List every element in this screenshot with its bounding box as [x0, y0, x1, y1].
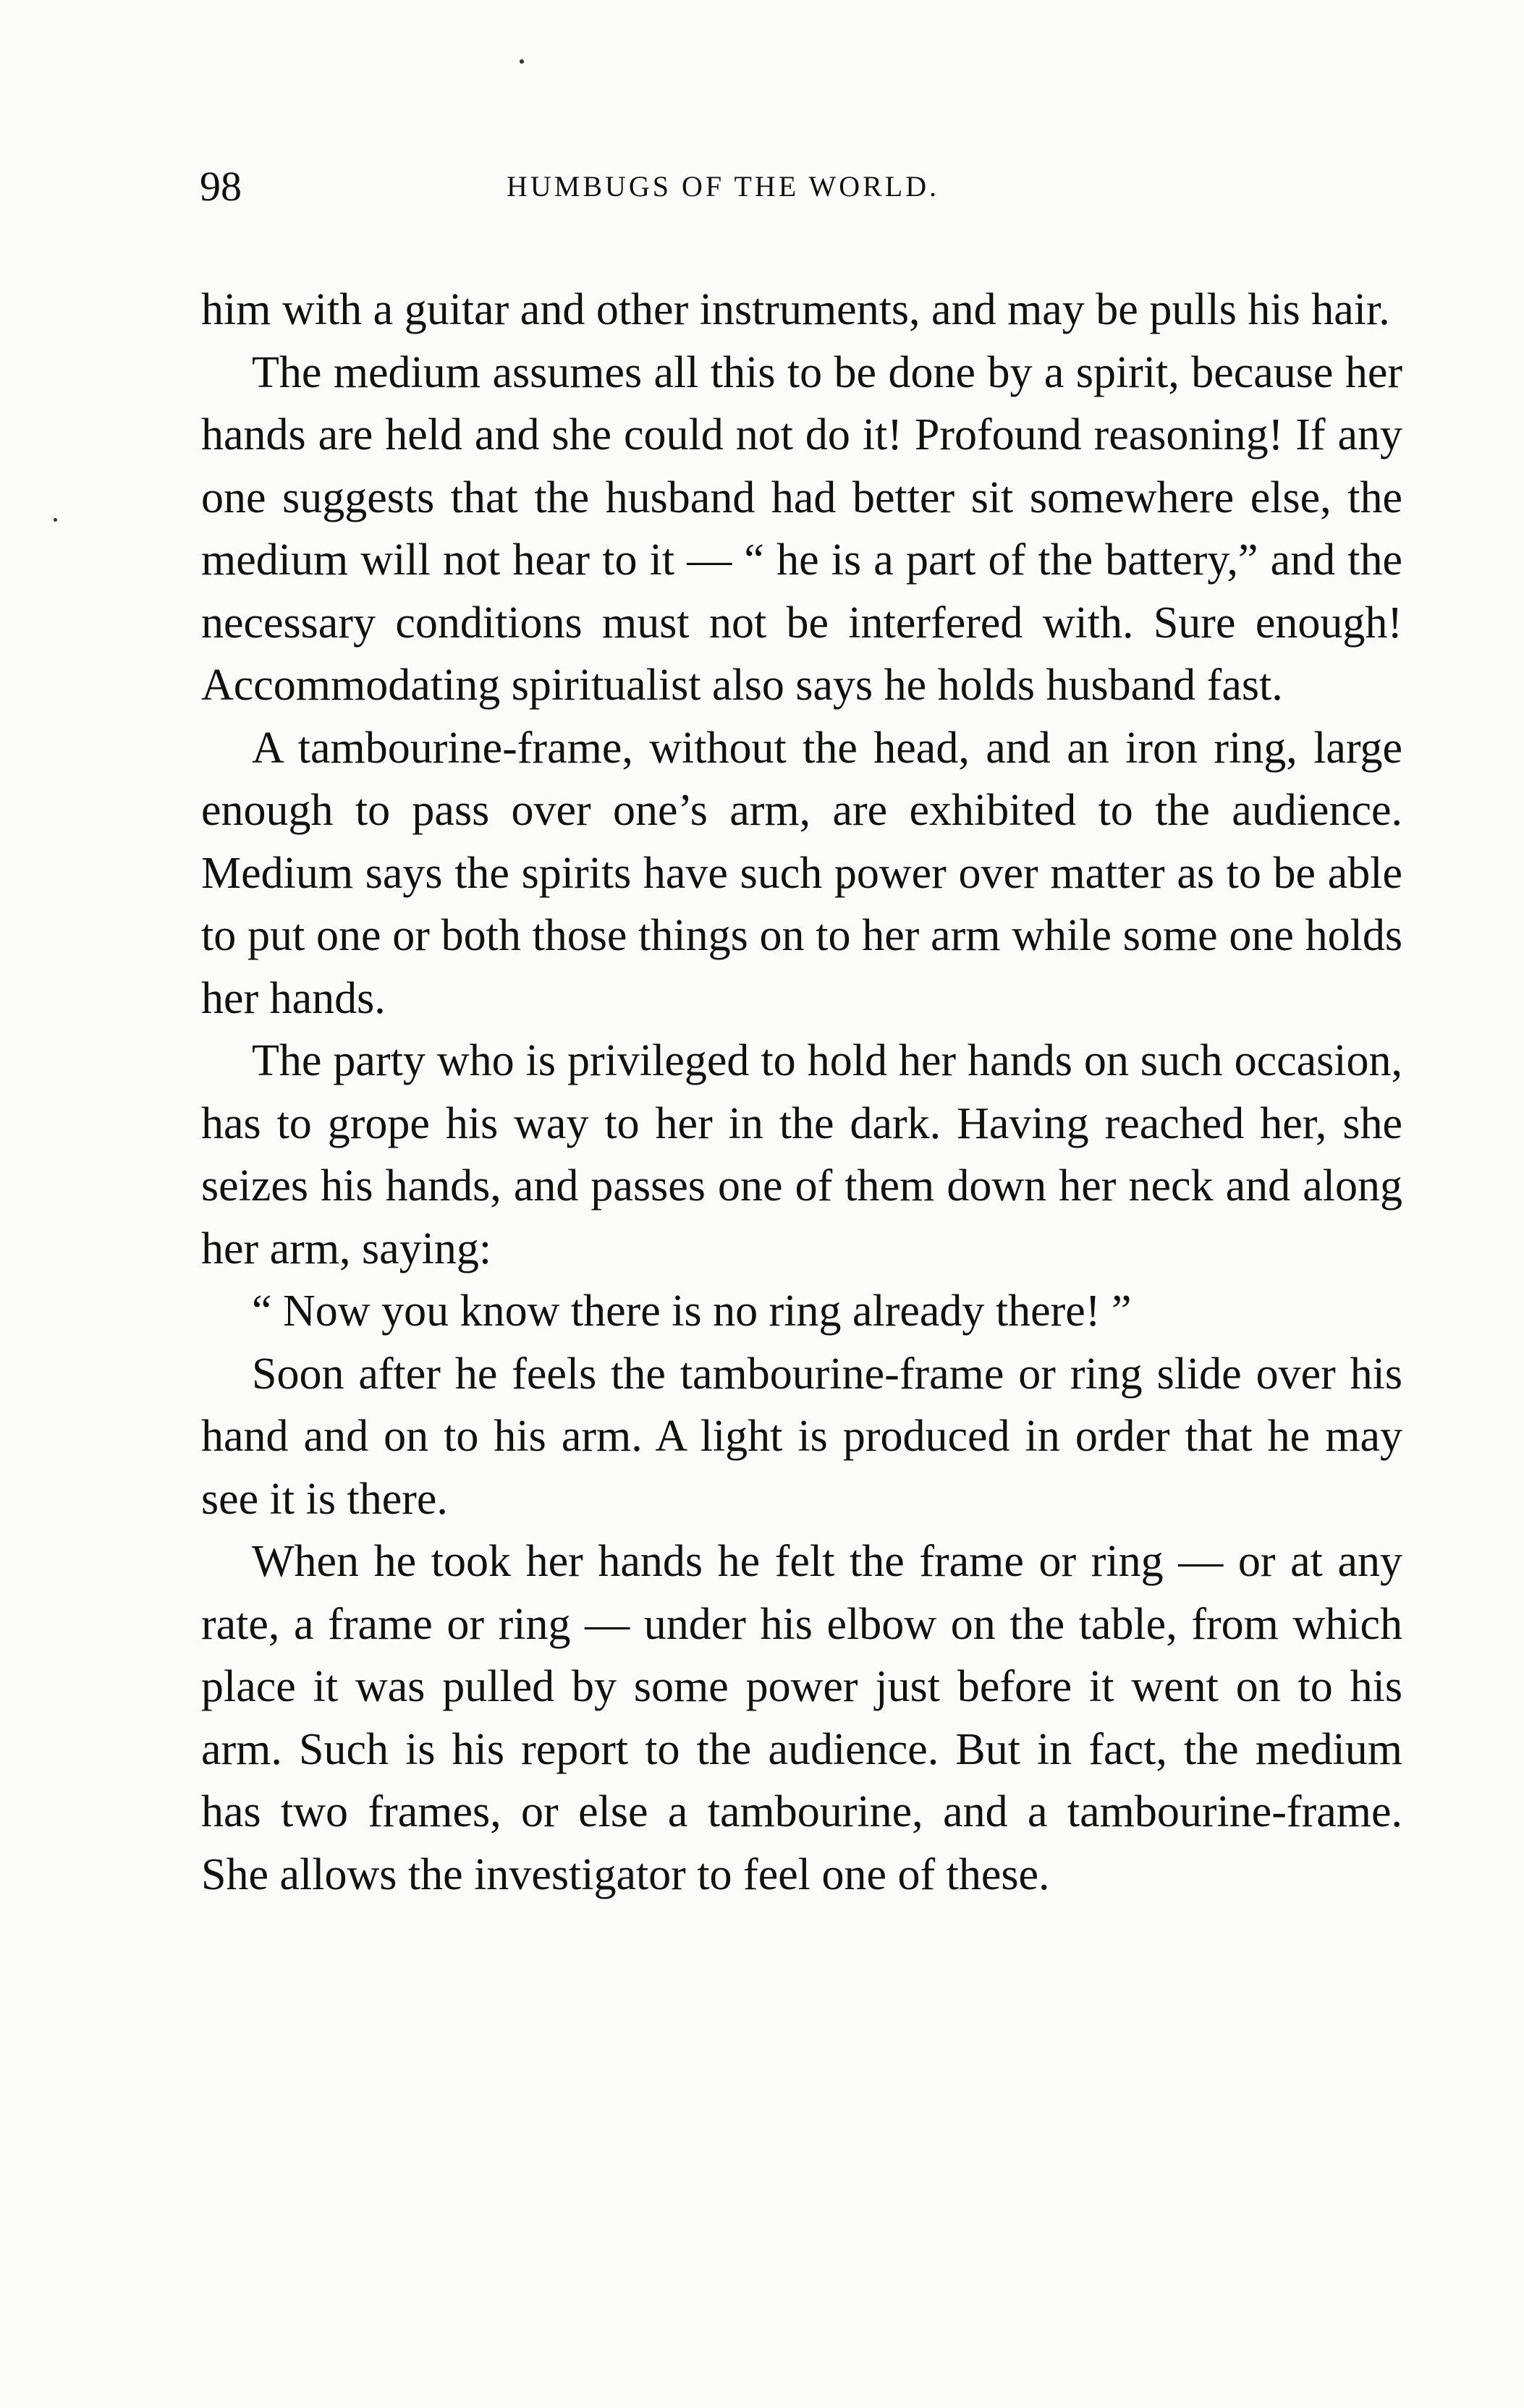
- paragraph: The medium assumes all this to be done by a spirit, because her hands are held and she could not do it! Profound reasoning! If any one suggests that the husband had better sit somewhere else, the medium will not hear to it — “ he is a part of the battery,” and the necessary conditions must not be interfered with. Sure enough! Accommodating spiritualist also says he holds husband fast.: [201, 347, 1402, 710]
- paragraph: When he took her hands he felt the frame or ring — or at any rate, a frame or ring — under his elbow on the table, from which place it was pulled by some power just before it went on to his arm. Such is his report to the audience. But in fact, the medium has two frames, or else a tambourine, and a tambourine-frame. She allows the investigator to feel one of these.: [201, 1537, 1402, 1899]
- print-speck: [54, 518, 57, 522]
- paragraph: Soon after he feels the tambourine-frame or ring slide over his hand and on to his arm. A light is produced in order that he may see it is there.: [201, 1349, 1402, 1524]
- page-number: 98: [200, 163, 242, 210]
- body-text: [201, 279, 1402, 1906]
- print-speck: [520, 59, 524, 64]
- paragraph: The party who is privileged to hold her hands on such occasion, has to grope his way to her in the dark. Having reached her, she seizes his hands, and passes one of them down her neck and along her arm, saying:: [201, 1036, 1402, 1273]
- quotation: “ Now you know there is no ring already there! ”: [252, 1286, 1132, 1336]
- paragraph: him with a guitar and other instruments, and may be pulls his hair.: [201, 285, 1390, 334]
- page-header: [195, 158, 1404, 216]
- running-head: HUMBUGS OF THE WORLD.: [507, 170, 940, 203]
- paragraph: A tambourine-frame, without the head, and an iron ring, large enough to pass over one’s arm, are exhibited to the audience. Medium says the spirits have such power over matter as to be able to put one or both those things on to her arm while some one holds her hands.: [201, 723, 1402, 1023]
